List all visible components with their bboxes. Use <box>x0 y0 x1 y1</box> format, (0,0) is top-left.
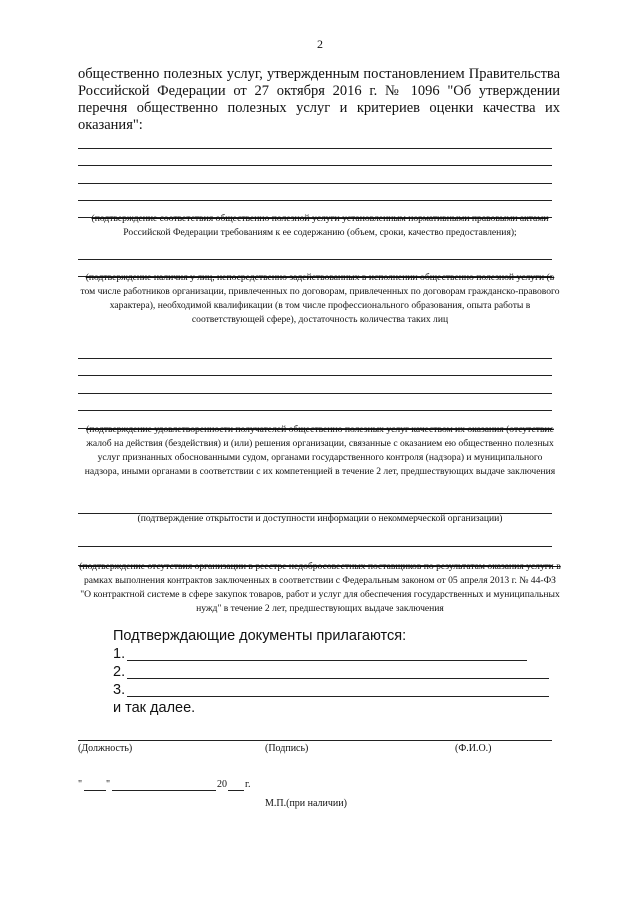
note-line: рамках выполнения контрактов заключенных в соответствии с Федеральным законом от 05 апреля 2013 г. № 44-ФЗ <box>84 575 556 586</box>
note-line: Российской Федерации требованиям к ее содержанию (объем, сроки, качество предоставления); <box>123 227 517 238</box>
note-service-compliance <box>70 212 570 240</box>
documents-title: Подтверждающие документы прилагаются: <box>113 628 407 644</box>
document-item <box>113 664 125 680</box>
intro-paragraph: общественно полезных услуг, утвержденным постановлением Правительства Российской Федерации от 27 октября 2016 г. № 1096 "Об утверждении перечня общественно полезных услуг и критериев оценки качества их оказания": <box>78 66 560 133</box>
page-number: 2 <box>317 37 323 51</box>
blank-line <box>78 183 552 184</box>
document-item-number: 2. <box>113 664 126 680</box>
blank-line <box>78 393 552 394</box>
note-line: "О контрактной системе в сфере закупок товаров, работ и услуг для обеспечения государственных и муниципальных <box>80 589 560 600</box>
document-line <box>127 660 527 661</box>
note-line: нужд" в течение 2 лет, предшествующих выдаче заключения <box>196 603 444 614</box>
document-item-number: 1. <box>113 646 126 662</box>
document-item <box>113 682 125 698</box>
date-open-quote: " <box>78 779 83 790</box>
date-close-quote: " <box>106 779 111 790</box>
document-line <box>127 678 549 679</box>
blank-line <box>78 375 552 376</box>
document-item <box>113 646 125 662</box>
note-line: том числе работников организации, привлеченных по договорам, привлеченных по договорам гражданско-правового <box>80 286 560 297</box>
signature-label: (Подпись) <box>265 743 309 754</box>
note-line: (подтверждение соответствия общественно полезной услуги установленным нормативными правовыми актами <box>91 213 549 224</box>
note-recipient-satisfaction <box>70 423 570 479</box>
stamp-label: М.П.(при наличии) <box>265 798 347 809</box>
note-line: жалоб на действия (бездействия) и (или) решения организации, связанные с оказанием ею общественно полезных <box>86 438 554 449</box>
note-line: услуг признанных обоснованными судом, органами государственного контроля (надзора) и муниципального <box>97 452 543 463</box>
note-line: (подтверждение отсутствия организации в реестре недобросовестных поставщиков по результатам оказания услуги в <box>79 561 561 572</box>
note-staff-qualification <box>70 271 570 327</box>
blank-line <box>78 358 552 359</box>
blank-line <box>78 200 552 201</box>
blank-line <box>78 410 552 411</box>
date-month-line <box>112 790 216 791</box>
date-year-suffix: г. <box>245 779 251 790</box>
date-year-line <box>228 790 244 791</box>
name-label: (Ф.И.О.) <box>455 743 492 754</box>
blank-line <box>78 546 552 547</box>
blank-line <box>78 148 552 149</box>
document-item-number: 3. <box>113 682 126 698</box>
blank-line <box>78 165 552 166</box>
signature-line <box>78 740 552 741</box>
note-line: (подтверждение открытости и доступности информации о некоммерческой организации) <box>137 513 503 524</box>
note-openness <box>70 512 570 526</box>
documents-etc: и так далее. <box>113 700 196 716</box>
date-year-prefix: 20 <box>217 779 227 790</box>
note-unfair-suppliers <box>70 560 570 616</box>
document-line <box>127 696 549 697</box>
note-line: соответствующей сфере), достаточность количества таких лиц <box>191 314 449 325</box>
note-line: характера), необходимой квалификации (в том числе профессионального образования, опыта работы в <box>109 300 531 311</box>
note-line: (подтверждение удовлетворенности получателей общественно полезных услуг качеством их оказания (отсутствие <box>86 424 554 435</box>
date-day-line <box>84 790 106 791</box>
note-line: (подтверждение наличия у лиц, непосредственно задействованных в исполнении общественно полезной услуги (в <box>85 272 555 283</box>
blank-line <box>78 259 552 260</box>
position-label: (Должность) <box>78 743 133 754</box>
note-line: надзора, иными органами в соответствии с их компетенцией в течение 2 лет, предшествующих выдаче заключения <box>84 466 556 477</box>
